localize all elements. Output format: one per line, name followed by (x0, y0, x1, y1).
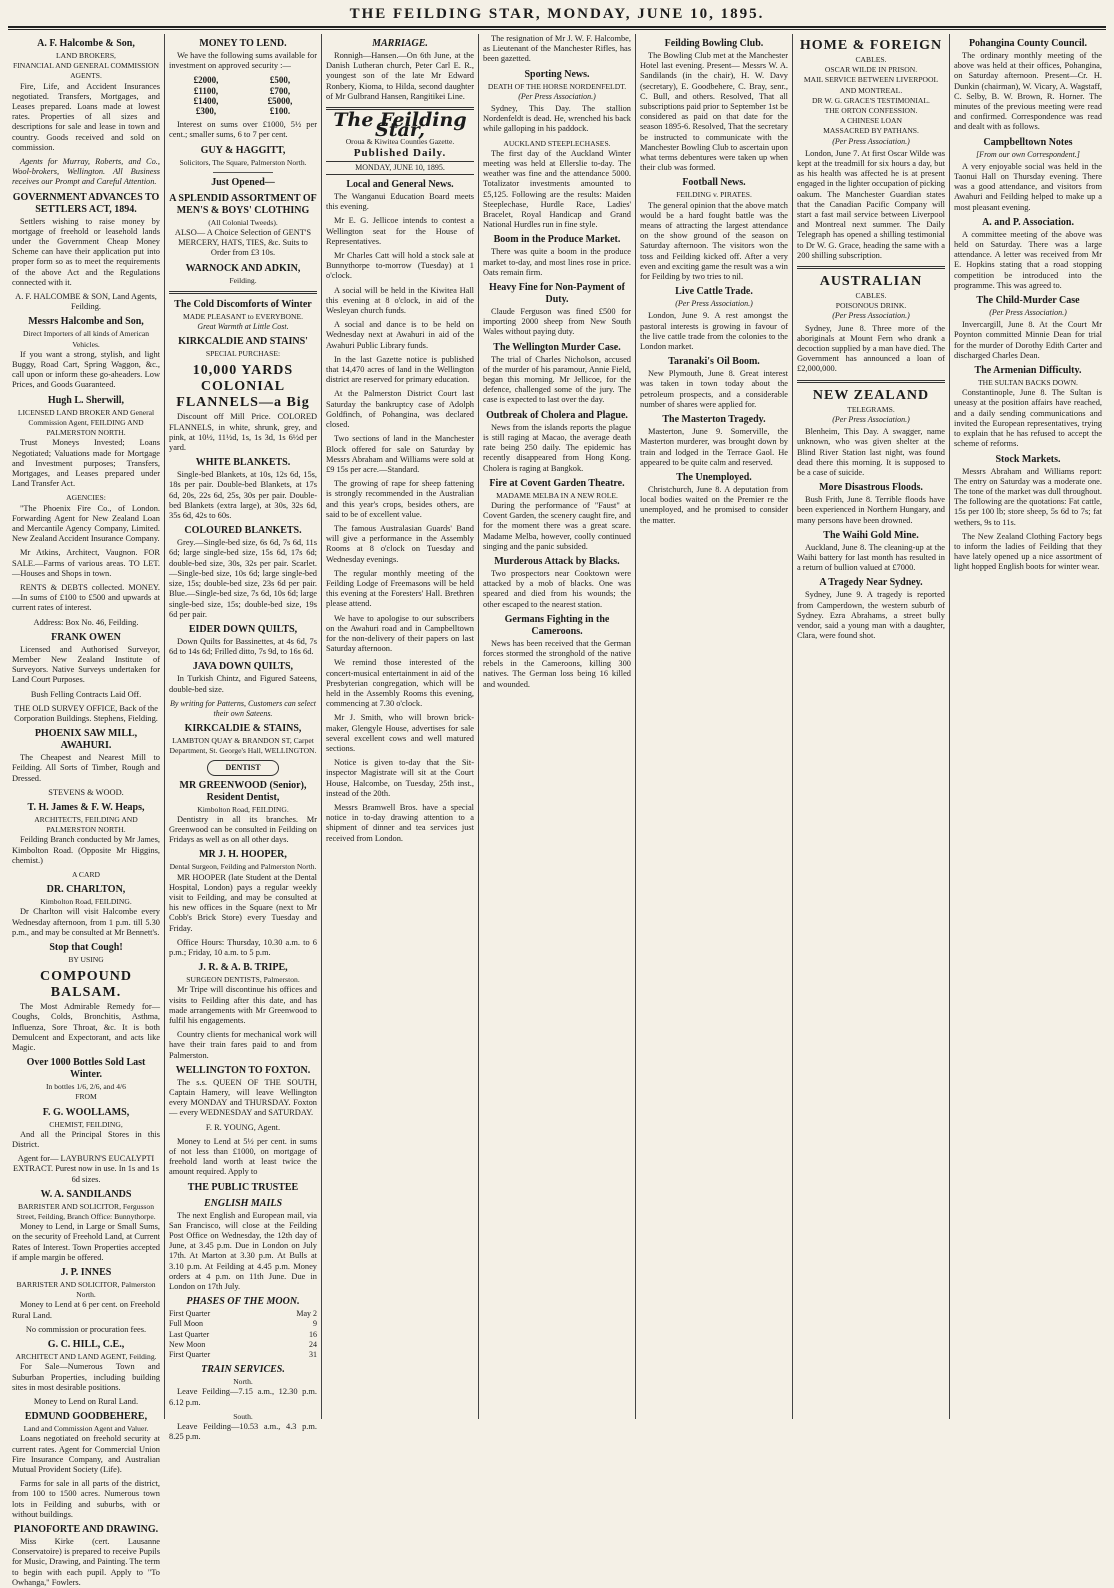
home-foreign-sub: CABLES. (855, 55, 887, 64)
floods-text: Bush Frith, June 8. Terrible floods have been experienced in Northern Hungary, and many persons have been drowned. (797, 495, 945, 525)
sum-8: £100. (269, 106, 291, 117)
cattle-text: London, June 9. A rest amongst the pastoral interests is growing in favour of the live cattle trade from the colonies to the London market. (640, 311, 788, 352)
kirkcaldie-title: KIRKCALDIE AND STAINS' (178, 336, 308, 348)
local-news-item: Mr J. Smith, who will brown brick-maker, Glengyle House, advertises for sale several excellent cows and well matured sections. (326, 713, 474, 753)
produce-text: There was quite a boom in the produce market to-day, and most lines rose in price. Oats remain firm. (483, 247, 631, 277)
steeple-text: The first day of the Auckland Winter meeting was held at Ellerslie to-day. The weather was fine and the attendance 5000. Totalizator investments amounted to £5,125. Following are the results: Maiden Steeplechase, Hurdle Race, Ladies' Bracelet, Royal Handicap and Grand National Hurdles run in fine style. (483, 148, 631, 230)
money-title: MONEY TO LEND. (199, 38, 287, 49)
halcombe-title: A. F. Halcombe & Son, (37, 38, 135, 49)
piano-text: Miss Kirke (cert. Lausanne Conservatoire) is prepared to receive Pupils for Music, Drawing, and Painting. The term to begin with each pupil. Apply to "To Owhanga," Fowlers. (12, 1536, 160, 1587)
column-5 (636, 34, 793, 1419)
moon-phase: New Moon (169, 1339, 206, 1349)
goodbehere-title: EDMUND GOODBEHERE, (24, 1411, 148, 1423)
home-item: THE ORTON CONFESSION. (824, 106, 918, 116)
steeple-title: AUCKLAND STEEPLECHASES. (503, 138, 611, 148)
australian-text: Sydney, June 8. Three more of the aboriginals at Mount Fern who drank a decoction supplied by a man have died. The Government has announced a loan of £2,000,000. (797, 323, 945, 374)
marriage-text: Ronnigh—Hansen.—On 6th June, at the Danish Lutheran church, Peter Carl E. R., youngest son of the late Mr Edward Ronbery, Kioma, to Hilda, second daughter of Mr Gulbrand Hansen, Rangitikei Line. (326, 51, 474, 101)
piano-title: PIANOFORTE AND DRAWING. (13, 1523, 159, 1535)
murderous-title: Murderous Attack by Blacks. (494, 555, 620, 567)
opened-note: (All Colonial Tweeds). (208, 217, 278, 227)
football-title: Football News. (682, 177, 746, 189)
eider-text: Down Quilts for Bassinettes, at 4s 6d, 7s 6d to 14s 6d; Frilled ditto, 7s 9d, to 16s 6d. (169, 636, 317, 657)
cold-title: The Cold Discomforts of Winter (174, 298, 312, 310)
child-murder-title: The Child-Murder Case (976, 295, 1080, 307)
county-text: The ordinary monthly meeting of the above was held at their offices, Pohangina, on Saturday afternoon. Present—Cr. H. Dunkin (chairman), W. Vicary, A. Wagstaff, C. Selby, B. W. Brown, R. Horner. The minutes of the previous meeting were read and confirmed. Correspondence was read and dealt with as follows. (954, 51, 1102, 132)
innes-title: J. P. INNES (60, 1267, 112, 1279)
owen-office: THE OLD SURVEY OFFICE, Back of the Corporation Buildings. Stephens, Fielding. (14, 703, 158, 723)
java-title: JAVA DOWN QUILTS, (192, 661, 294, 673)
football-sub: FEILDING v. PIRATES. (676, 190, 752, 200)
white-blankets-title: WHITE BLANKETS. (195, 457, 291, 469)
local-news-item: At the Palmerston District Court last Saturday the bankruptcy case of Adolph Goldfinch, of Pohangina, was declared closed. (326, 389, 474, 430)
halcombe-sub-1: LAND BROKERS, (56, 51, 116, 60)
taranaki-title: Taranaki's Oil Boom. (668, 356, 760, 368)
ap-title: A. and P. Association. (982, 216, 1074, 228)
sum-1: £2000, (193, 75, 219, 86)
cholera-title: Outbreak of Cholera and Plague. (486, 409, 628, 421)
guy-sub: Solicitors, The Square, Palmerston North. (179, 157, 307, 167)
vehicles-sub: Direct Importers of all kinds of American Vehicles. (22, 329, 150, 349)
opened-title: Just Opened— (211, 176, 275, 188)
australian-sub: CABLES. (855, 291, 887, 301)
divider (213, 172, 272, 173)
sum-3: £1100, (193, 85, 219, 96)
sherwill-address: Address: Box No. 46, Feilding. (33, 617, 139, 627)
moon-title: PHASES OF THE MOON. (186, 1296, 300, 1308)
moon-date: 31 (309, 1350, 317, 1360)
money-text: We have the following sums available for investment on approved security :— (169, 51, 317, 71)
train-south-text: Leave Feilding—10.53 a.m., 4.3 p.m. 8.25 p.m. (169, 1422, 317, 1442)
opened-sub: A SPLENDID ASSORTMENT OF MEN'S & BOYS' CLOTHING (169, 192, 317, 216)
local-news-item: A social and dance is to be held on Wednesday next at Awahuri in aid of the Awahuri Public Library funds. (326, 320, 474, 350)
fire-sub: MADAME MELBA IN A NEW ROLE. (496, 490, 618, 500)
farms-text: Farms for sale in all parts of the district, from 100 to 1500 acres. Numerous town lots in Feilding and suburbs, with or without buildings. (12, 1479, 160, 1519)
sum-6: £5000, (267, 95, 293, 106)
tragedy-title: A Tragedy Near Sydney. (819, 577, 923, 589)
germans-title: Germans Fighting in the Cameroons. (504, 613, 610, 637)
wellington-murder-title: The Wellington Murder Case. (493, 341, 621, 353)
local-news-item: Mr E. G. Jellicoe intends to contest a Wellington seat for the House of Representatives. (326, 216, 474, 246)
public-trustee: THE PUBLIC TRUSTEE (187, 1181, 299, 1193)
tripe-title: J. R. & A. B. TRIPE, (198, 962, 288, 974)
cough-balsam: COMPOUND BALSAM. (40, 969, 132, 1001)
agencies-text: "The Phoenix Fire Co., of London. Forwarding Agent for New Zealand Loan and Mercantile Agency Company, Limited. New Zealand Accident Insurance Company. (12, 503, 160, 544)
mails-title: ENGLISH MAILS (203, 1197, 283, 1209)
column-3 (322, 34, 479, 1419)
hill-money: Money to Lend on Rural Land. (33, 1396, 139, 1406)
sandilands-text: Money to Lend, in Large or Small Sums, on the security of Freehold Land, at Current Rates of Interest. Town Properties accepted if ample margin be offered. (12, 1222, 160, 1262)
stock-title: Stock Markets. (995, 453, 1061, 465)
nz-press: (Per Press Association.) (832, 414, 910, 424)
local-news-item: We have to apologise to our subscribers on the Awahuri road and in Campbelltown for the non-delivery of their papers on last Saturday afternoon. (326, 613, 474, 654)
home-press: (Per Press Association.) (832, 136, 910, 146)
local-news-item: Notice is given to-day that the Sit-inspector Magistrate will sit at the Court House, Halcombe, on Tuesday, 25th inst., instead of the 20th. (326, 758, 474, 798)
atkins-text: Mr Atkins, Architect, Vaugnon. FOR SALE.—Farms of various areas. TO LET.—Houses and Shops in town. (12, 548, 160, 578)
kirkcaldie-special: SPECIAL PURCHASE: (205, 349, 281, 359)
home-text: London, June 7. At first Oscar Wilde was kept at the treadmill for six hours a day, but as his health was affected he is at present engaged in the lighter occupation of picking oakum. The Manchester Guardian states that the Canadian Pacific Company will start a fast mail service between Liverpool and Montreal next summer. The Daily Telegraph has opened a shilling testimonial to Dr W. G. Grace, heading the same with a 200 shilling subscription. (797, 148, 945, 260)
published-daily: Published Daily. (353, 146, 447, 159)
armenian-sub: THE SULTAN BACKS DOWN. (978, 378, 1078, 388)
column-2 (165, 34, 322, 1442)
money-sums (169, 75, 317, 116)
moon-date: May 2 (296, 1309, 317, 1319)
nz-sub: TELEGRAMS. (847, 404, 895, 414)
woollams-text: And all the Principal Stores in this District. (12, 1129, 160, 1150)
phoenix-text: The Cheapest and Nearest Mill to Feilding. All Sorts of Timber, Rough and Dressed. (12, 753, 160, 783)
tripe-text: Mr Tripe will discontinue his offices and visits to Feilding after this date, and has made arrangements with Mr Greenwood to fulfil his engagements. (169, 985, 317, 1025)
tripe-note: Country clients for mechanical work will have their train fares paid to and from Palmerston. (169, 1030, 317, 1060)
vehicles-title: Messrs Halcombe and Son, (28, 316, 144, 328)
laybourn-text: Agent for— LAYBURN'S EUCALYPTI EXTRACT. Purest now in use. In 1s and 1s 6d sizes. (13, 1154, 159, 1184)
money-note: Interest on sums over £1000, 5½ per cent.; smaller sums, 6 to 7 per cent. (169, 120, 317, 140)
germans-text: News has been received that the German forces stormed the stronghold of the native rebels in the Cameroons, killing 300 natives. The German loss being 16 killed and wounded. (483, 638, 631, 689)
white-blankets-text: Single-bed Blankets, at 10s, 12s 6d, 15s, 18s per pair. Double-bed Blankets, at 17s 6d, 20s, 22s 6d, 25s, 30s per pair. Double-bed Blankets (extra large), at 30s, 32s 6d, 35s 6d, 42s to 60s. (169, 470, 317, 521)
james-title: T. H. James & F. W. Heaps, (27, 801, 145, 813)
james-text: Feilding Branch conducted by Mr James, Kimbolton Road. (Opposite Mr Higgins, chemist.) (12, 835, 160, 865)
greenwood-title: MR GREENWOOD (Senior), Resident Dentist, (179, 779, 307, 803)
moon-row (169, 1350, 317, 1360)
coloured-blankets-text: Grey.—Single-bed size, 6s 6d, 7s 6d, 11s 6d; large single-bed size, 15s 6d, 17s 6d; double-bed size, 30s, 32s per pair. Scarlet.—Single-bed size, 10s 6d; large single-bed size, 15s; double-bed size, 23s 6d per pair. Blue.—Single-bed size, 7s 6d, 10s 6d; large single-bed size, 15s; double-bed size, 19s 6d per pair. (169, 538, 317, 619)
charlton-title: DR. CHARLTON, (46, 884, 126, 896)
columns (8, 34, 1106, 1587)
moon-row (169, 1319, 317, 1329)
cough-title: Stop that Cough! (49, 942, 123, 954)
gov-advances-title: GOVERNMENT ADVANCES TO SETTLERS ACT, 1894. (12, 191, 160, 215)
masterton-title: The Masterton Tragedy. (662, 414, 766, 426)
australian-press: (Per Press Association.) (832, 311, 910, 321)
moon-row (169, 1330, 317, 1340)
greenwood-sub: Kimbolton Road, FEILDING. (197, 804, 289, 814)
local-news-item: Messrs Bramwell Bros. have a special notice in to-day drawing attention to a shipment of dinner and tea services just received from London. (326, 803, 474, 843)
campbelltown-text: A very enjoyable social was held in the Taonui Hall on Thursday evening. There was a good attendance, and visitors from Awahuri and Feilding helped to make up a most pleasant evening. (954, 161, 1102, 212)
sherwill-sub: LICENSED LAND BROKER AND General Commission Agent, FEILDING AND PALMERSTON NORTH. (17, 407, 155, 438)
moon-row (169, 1309, 317, 1319)
local-news-title: Local and General News. (346, 179, 454, 191)
cough-by: BY USING (68, 955, 104, 965)
armenian-text: Constantinople, June 8. The Sultan is uneasy at the position affairs have reached, and a daily sending communications and invited the European representatives, trying to explain that he has refused to accept the scheme of reforms. (954, 388, 1102, 449)
local-news-item: Mr Charles Catt will hold a stock sale at Bunnythorpe to-morrow (Tuesday) at 1 o'clock. (326, 251, 474, 281)
clothing-factory-text: The New Zealand Clothing Factory begs to inform the ladies of Feilding that they have lately opened up a nice assortment of light hopped English boots for winter wear. (954, 531, 1102, 572)
local-news-item: The growing of rape for sheep fattening is strongly recommended in the Australian and this year's crops, besides others, are said to be of excellent value. (326, 479, 474, 519)
stock-text: Messrs Abraham and Williams report: The entry on Saturday was a moderate one. The tone of the market was dull throughout. The following are the quotations: Fat cattle, 15s per 100 lb; store sheep, 5s 6d to 7s; fat wethers, 9s to 11s. (954, 466, 1102, 527)
child-murder-press: (Per Press Association.) (989, 308, 1067, 318)
vehicles-text: If you want a strong, stylish, and light Buggy, Road Cart, Spring Waggon, &c., call upon or inform these go-aheaders. Low Prices, and Goods Guaranteed. (12, 349, 160, 390)
hill-text: For Sale—Numerous Town and Suburban Properties, including building sites in most desirable positions. (12, 1362, 160, 1392)
halcombe-text: Fire, Life, and Accident Insurances negotiated. Transfers, Mortgages, and Leases prepared. Loans made at lowest rates. Properties of all sizes and descriptions for sale and lease in town and country. Goods received and sold on commission. (12, 81, 160, 152)
innes-sub: BARRISTER AND SOLICITOR, Palmerston North. (16, 1280, 156, 1300)
sum-2: £500, (269, 75, 291, 86)
marriage-title: MARRIAGE. (372, 38, 428, 49)
sports-title: Sporting News. (524, 68, 590, 80)
home-item: A CHINESE LOAN (839, 116, 902, 126)
bowling-title: Feilding Bowling Club. (664, 38, 764, 49)
sherwill-text: Trust Moneys Invested; Loans Negotiated; Valuations made for Mortgage and Investment purposes; Transfers, Mortgages, and Leases prepared under Land Transfer Act. (12, 438, 160, 489)
produce-title: Boom in the Produce Market. (493, 234, 621, 246)
cough-text: The Most Admirable Remedy for— Coughs, Colds, Bronchitis, Asthma, Influenza, Sore Throat, &c. It is both Demulcent and Expectorant, and acts like Magic. (12, 1002, 160, 1053)
waihi-text: Auckland, June 8. The cleaning-up at the Waihi battery for last month has resulted in a return of bullion valued at £7000. (797, 542, 945, 573)
cholera-text: News from the islands reports the plague is still raging at Macao, the average death rate being 250 daily. The epidemic has recently disappeared from Hong Kong. Cholera is raging at Bangkok. (483, 422, 631, 473)
guy-title: GUY & HAGGITT, (200, 144, 286, 156)
goodbehere-sub: Land and Commission Agent and Valuer. (23, 1424, 149, 1434)
sandilands-sub: BARRISTER AND SOLICITOR, Fergusson Street, Feilding, Branch Office: Bunnythorpe. (16, 1201, 156, 1222)
local-news-item: In the last Gazette notice is published that 14,470 acres of land in the Wellington district are reserved for primary education. (326, 354, 474, 385)
paper-title: The Feilding Star, (333, 109, 467, 142)
cough-price: In bottles 1/6, 2/6, and 4/6 (46, 1082, 126, 1092)
charlton-card: A CARD (71, 870, 101, 879)
armenian-title: The Armenian Difficulty. (974, 365, 1082, 377)
charlton-text: Dr Charlton will visit Halcombe every Wednesday afternoon, from 1 p.m. till 5.30 p.m., and may be consulted at Mr Bennett's. (12, 907, 160, 937)
phoenix-title: PHOENIX SAW MILL, AWAHURI. (34, 728, 138, 752)
hooper-text: MR HOOPER (late Student at the Dental Hospital, London) pays a regular weekly visit to Feilding, and may be consulted at his new offices in the Square (next to Mr Cobb's Brick Store) every Tuesday and Friday. (169, 872, 317, 933)
sports-sub: DEATH OF THE HORSE NORDENFELDT. (487, 81, 627, 91)
java-text: In Turkish Chintz, and Figured Sateens, double-bed size. (169, 674, 317, 694)
agencies-title: AGENCIES: (66, 493, 106, 503)
nz-text: Blenheim, This Day. A swagger, name unknown, who was given shelter at the Blind River Station last night, was found dead there this morning. It is supposed to be a case of suicide. (797, 427, 945, 477)
kirkcaldie-address: LAMBTON QUAY & BRANDON ST, Carpet Department, St. George's Hall, WELLINGTON. (169, 736, 317, 756)
owen-title: FRANK OWEN (51, 631, 121, 643)
divider (169, 291, 317, 294)
unemployed-title: The Unemployed. (676, 471, 752, 483)
warnock-sub: Feilding. (229, 275, 257, 285)
football-text: The general opinion that the above match would be a hard fought battle was the means of attracting the largest attendance on the show ground of the season on Saturday afternoon. The visitors won the toss and Feilding kicked off. After a very even and exciting game the result was a win for Feilding by two tries to nil. (640, 200, 788, 282)
home-item: MASSACRED BY PATHANS. (823, 126, 919, 136)
sum-4: £700, (269, 85, 291, 96)
county-title: Pohangina County Council. (968, 38, 1088, 49)
train-title: TRAIN SERVICES. (201, 1364, 285, 1376)
opened-also: ALSO— A Choice Selection of GENT'S MERCERY, HATS, TIES, &c. Suits to Order from £3 10s. (174, 228, 312, 258)
lend-text: Money to Lend at 5½ per cent. in sums of not less than £1000, on mortgage of freehold land worth at least twice the amount required. Apply to (169, 1136, 317, 1177)
eider-title: EIDER DOWN QUILTS, (188, 623, 298, 635)
local-news-item: We remind those interested of the concert-musical entertainment in aid of the Presbyterian congregation, which will be held in the Assembly Rooms this evening, commencing at 7.30 o'clock. (326, 658, 474, 709)
australian-title: AUSTRALIAN (819, 274, 923, 290)
home-item: MAIL SERVICE BETWEEN LIVERPOOL AND MONTREAL. (803, 75, 939, 95)
sandilands-title: W. A. SANDILANDS (40, 1188, 132, 1200)
moon-date: 24 (309, 1339, 317, 1349)
innes-text: Money to Lend at 6 per cent. on Freehold Rural Land. (12, 1300, 160, 1320)
issue-date: MONDAY, JUNE 10, 1895. (326, 161, 474, 175)
home-item: OSCAR WILDE IN PRISON. (824, 65, 918, 75)
moon-phase: First Quarter (169, 1309, 211, 1319)
column-7 (950, 34, 1106, 1419)
james-sub: ARCHITECTS, FEILDING AND PALMERSTON NORTH. (34, 814, 138, 835)
greenwood-text: Dentistry in all its branches. Mr Greenwood can be consulted in Feilding on Fridays as well as on all other days. (169, 814, 317, 845)
wellington-murder-text: The trial of Charles Nicholson, accused of the murder of his paramour, Annie Field, began this morning. Mr Jellicoe, for the defence, challenged some of the jury. The case is expected to last over the day. (483, 354, 631, 405)
tripe-sub: SURGEON DENTISTS, Palmerston. (186, 975, 300, 985)
resignation-text: The resignation of Mr J. W. F. Halcombe, as Lieutenant of the Manchester Rifles, has been gazetted. (483, 34, 631, 64)
local-news-item: The famous Australasian Guards' Band will give a performance in the Assembly Rooms at 8 o'clock on Tuesday and Wednesday evenings. (326, 523, 474, 564)
writing-note: By writing for Patterns, Customers can select their own Sateens. (170, 698, 316, 718)
train-north-text: Leave Feilding—7.15 a.m., 12.30 p.m. 6.12 p.m. (169, 1387, 317, 1407)
innes-note: No commission or procuration fees. (25, 1324, 147, 1334)
owen-bush: Bush Felling Contracts Laid Off. (30, 689, 142, 699)
halcombe-sub-2: FINANCIAL AND GENERAL COMMISSION AGENTS. (12, 61, 160, 81)
campbelltown-title: Campbelltown Notes (983, 136, 1073, 148)
cough-from: FROM (75, 1092, 97, 1102)
divider (797, 266, 945, 269)
coloured-blankets-title: COLOURED BLANKETS. (184, 525, 302, 537)
fire-title: Fire at Covent Garden Theatre. (489, 477, 625, 489)
newspaper-page (8, 6, 1106, 1587)
local-news-item: Two sections of land in the Manchester Block offered for sale on Saturday by Messrs Abraham and Williams were sold at £9 15s per acre.—Standard. (326, 434, 474, 474)
nz-title: NEW ZEALAND (812, 387, 930, 403)
cold-sub: MADE PLEASANT to EVERYBONE. (182, 311, 304, 321)
hooper-hours: Office Hours: Thursday, 10.30 a.m. to 6 p.m.; Friday, 10 a.m. to 5 p.m. (169, 937, 317, 957)
campbelltown-sub: [From our own Correspondent.] (976, 149, 1080, 159)
foxton-sign: F. R. YOUNG, Agent. (205, 1122, 281, 1132)
unemployed-text: Christchurch, June 8. A deputation from local bodies waited on the Premier re the unemployed, and he promised to consider the matter. (640, 484, 788, 525)
australian-poison: POISONOUS DRINK. (835, 301, 907, 311)
charlton-sub: Kimbolton Road, FEILDING. (40, 897, 132, 907)
child-murder-text: Invercargill, June 8. At the Court Mr Poynton committed Minnie Dean for trial for the murder of Dorothy Edith Carter and discharged Charles Dean. (954, 320, 1102, 360)
phoenix-sign: STEVENS & WOOD. (48, 787, 124, 797)
divider (797, 380, 945, 383)
moon-phase: Last Quarter (169, 1329, 210, 1339)
woollams-sub: CHEMIST, FEILDING, (49, 1119, 123, 1129)
ap-text: A committee meeting of the above was held on Saturday. There was a large attendance. A letter was received from Mr E. Hopkins stating that a road stopping competition be introduced into the programme. This was agreed to. (954, 229, 1102, 290)
tragedy-text: Sydney, June 9. A tragedy is reported from Camperdown, the western suburb of Sydney. Ezra Abrahams, a street bully vendor, said a young man with a daughter, Clara, were found shot. (797, 590, 945, 641)
hooper-sub: Dental Surgeon, Feilding and Palmerston North. (169, 862, 317, 872)
kirkcaldie-text: Discount off Mill Price. COLORED FLANNELS, in white, shrunk, grey, and pink, at 10½, 11½d, 1s, 1s 3d, 1s 6½d per yard. (169, 412, 317, 453)
sports-press: (Per Press Association.) (518, 91, 596, 101)
goodbehere-text: Loans negotiated on freehold security at current rates. Agent for Commercial Union Fire Insurance Company, and Australian Mutual Provident Society (Life). (12, 1434, 160, 1474)
train-north: North. (233, 1377, 253, 1387)
kirkcaldie-big: 10,000 YARDS COLONIAL FLANNELS—a Big (176, 363, 310, 411)
column-1 (8, 34, 165, 1587)
floods-title: More Disastrous Floods. (819, 482, 923, 494)
column-6 (793, 34, 950, 1419)
train-south: South. (233, 1411, 253, 1421)
heavy-fine-text: Claude Ferguson was fined £500 for importing 2000 sheep from New South Wales without paying duty. (483, 307, 631, 337)
halcombe-agents: Agents for Murray, Roberts, and Co., Wool-brokers, Wellington. All Business receives our Prompt and Careful Attention. (12, 157, 160, 187)
cattle-title: Live Cattle Trade. (675, 286, 753, 298)
moon-phase: Full Moon (169, 1319, 204, 1329)
cattle-press: (Per Press Association.) (675, 299, 753, 309)
taranaki-text: New Plymouth, June 8. Great interest was taken in town today about the petroleum prospects, and a considerable number of shares were applied for. (640, 369, 788, 409)
cough-sold: Over 1000 Bottles Sold Last Winter. (26, 1057, 146, 1081)
moon-phase: First Quarter (169, 1350, 211, 1360)
gov-advances-sign: A. F. HALCOMBE & SON, Land Agents, Feilding. (15, 292, 157, 312)
sherwill-title: Hugh L. Sherwill, (47, 394, 125, 406)
warnock-title: WARNOCK AND ADKIN, (185, 262, 301, 274)
moon-date: 9 (313, 1319, 317, 1329)
dentist-badge: DENTIST (207, 760, 279, 776)
woollams-title: F. G. WOOLLAMS, (42, 1106, 130, 1118)
masterton-text: Masterton, June 9. Somerville, the Masterton murderer, was brought down by train and lodged in the Terrace Gaol. He appeared to be quite calm and reserved. (640, 427, 788, 467)
owen-text: Licensed and Authorised Surveyor, Member New Zealand Institute of Surveyors. Native Surveys undertaken for Land Court Purposes. (12, 644, 160, 685)
home-foreign-title: HOME & FOREIGN (799, 38, 943, 53)
home-item: DR W. G. GRACE'S TESTIMONIAL. (812, 95, 930, 105)
hill-title: G. C. HILL, C.E., (47, 1339, 125, 1351)
rents-text: RENTS & DEBTS collected. MONEY.—In sums of £100 to £500 and upwards at current rates of interest. (12, 582, 160, 613)
column-4 (479, 34, 636, 1419)
mails-text: The next English and European mail, via San Francisco, will close at the Feilding Post Office on Wednesday, the 12th day of June, at 3.45 p.m. Due in London on July 17th. At Marton at 3.30 p.m. At Bulls at 3.10 p.m. At Feilding at 4.45 p.m. Money orders at 4 p.m. on 11th June. Due in London on 17th July. (169, 1210, 317, 1292)
waihi-title: The Waihi Gold Mine. (823, 529, 919, 541)
hooper-title: MR J. H. HOOPER, (199, 849, 287, 861)
sum-5: £1400, (193, 95, 219, 106)
local-news-item: The regular monthly meeting of the Feilding Lodge of Freemasons will be held this evening at the Foresters' Hall. Brethren please attend. (326, 568, 474, 609)
murderous-text: Two prospectors near Cooktown were attacked by a mob of blacks. One was speared and died from his wounds; the other escaped to the nearest station. (483, 568, 631, 609)
gov-advances-text: Settlers wishing to raise money by mortgage of freehold or leasehold lands under the Government Cheap Money Scheme can have their application put into proper form so as to meet the requirements of the above Act and the Regulations connected with it. (12, 216, 160, 287)
masthead: THE FEILDING STAR, MONDAY, JUNE 10, 1895. (349, 6, 765, 22)
hill-sub: ARCHITECT AND LAND AGENT, Feilding. (15, 1352, 157, 1362)
local-news-item: A social will be held in the Kiwitea Hall this evening at 8 o'clock, in aid of the Wesleyan church funds. (326, 285, 474, 316)
cold-note: Great Warmth at Little Cost. (197, 322, 289, 332)
moon-date: 16 (309, 1329, 317, 1339)
fire-text: During the performance of "Faust" at Covent Garden, the scenery caught fire, and for the moment there was a great scare. Madame Melba, however, coolly continued singing and the panic subsided. (483, 500, 631, 551)
heavy-fine-title: Heavy Fine for Non-Payment of Duty. (489, 282, 625, 306)
sum-7: £300, (195, 106, 217, 117)
foxton-text: The s.s. QUEEN OF THE SOUTH, Captain Hamery, will leave Wellington every MONDAY and THURSDAY. Foxton— every WEDNESDAY and SATURDAY. (169, 1077, 317, 1118)
masthead-rule (8, 26, 1106, 30)
foxton-title: WELLINGTON TO FOXTON. (175, 1064, 311, 1076)
moon-row (169, 1340, 317, 1350)
sports-text: Sydney, This Day. The stallion Nordenfeldt is dead. He, wrenched his back while galloping in his paddock. (483, 104, 631, 134)
paper-subtitle: Oroua & Kiwitea Counties Gazette. (345, 137, 455, 147)
bowling-text: The Bowling Club met at the Manchester Hotel last evening. Present— Messrs W. A. Sandilands (in the chair), H. W. Davy (secretary), E. Goodbehere, C. Bray, senr., C. Bull, and others. Resolved, That all subscriptions paid prior to September 1st be considered as paid on that date for the season 1895-6. Resolved, That the secretary be instructed to communicate with the Manchester Bowling Club to ascertain upon what terms debentures were taken up when their club was formed. (640, 51, 788, 173)
local-news-item: The Wanganui Education Board meets this evening. (326, 192, 474, 212)
kirkcaldie-sign: KIRKCALDIE & STAINS, (184, 723, 302, 735)
